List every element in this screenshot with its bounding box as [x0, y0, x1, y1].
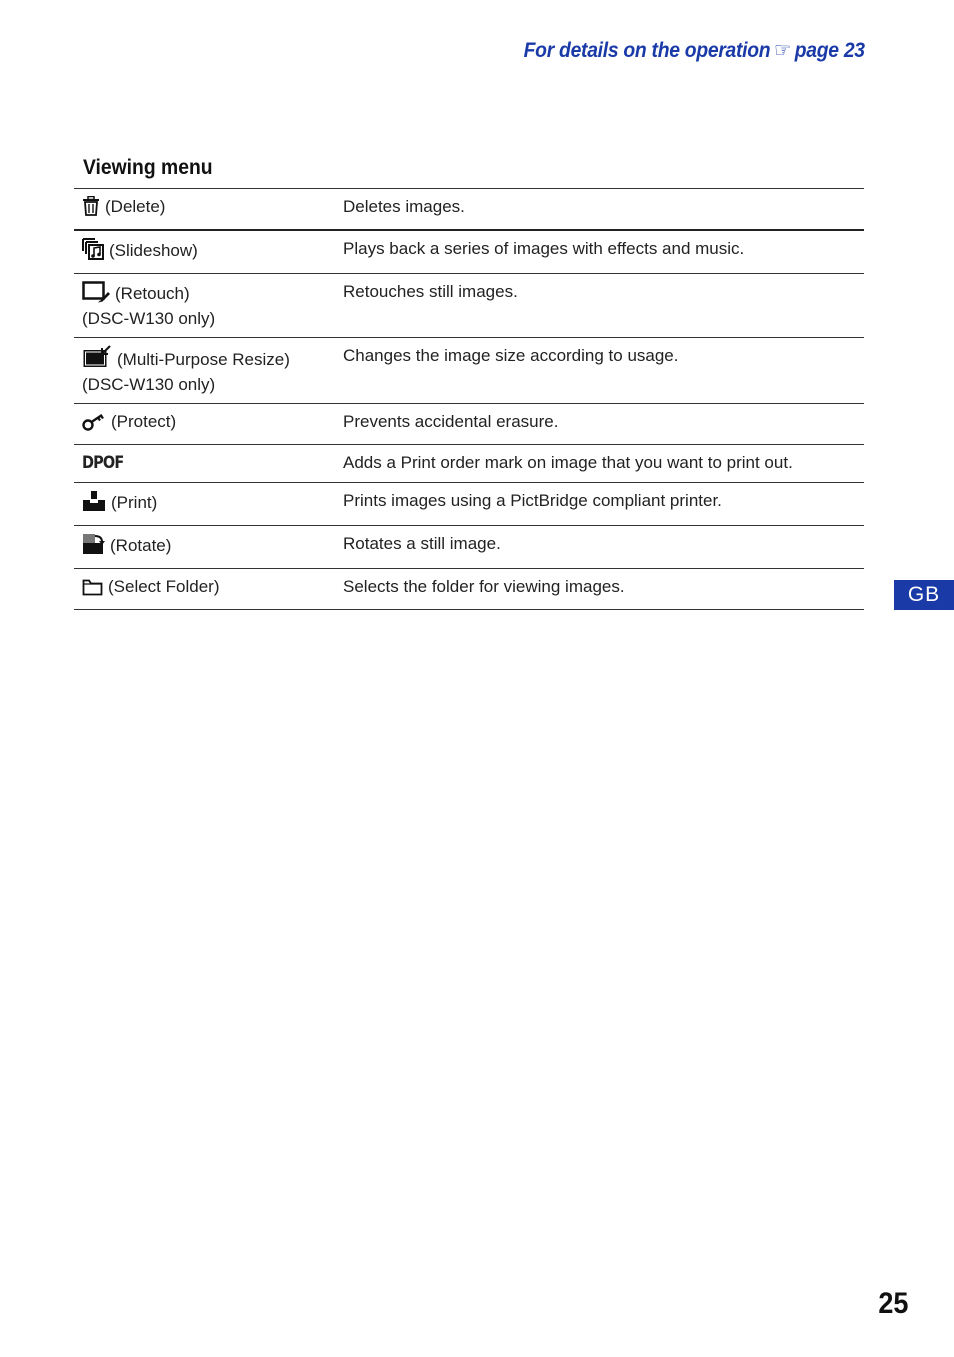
menu-item-description: Changes the image size according to usage. [343, 346, 679, 365]
pointing-hand-icon: ☞ [774, 39, 792, 62]
trash-icon [82, 196, 100, 221]
menu-item-label: (Select Folder) [108, 577, 220, 596]
header-link-page: page 23 [794, 39, 865, 62]
retouch-icon [82, 281, 110, 308]
menu-item-label: (Slideshow) [109, 241, 198, 260]
table-row [74, 445, 864, 483]
table-row [74, 230, 864, 274]
table-row [74, 338, 864, 404]
menu-item-label: (Delete) [105, 197, 166, 216]
header-link[interactable] [524, 38, 865, 63]
table-row [74, 483, 864, 526]
menu-item-description: Deletes images. [343, 197, 465, 216]
rotate-icon [82, 533, 105, 560]
menu-item-description: Selects the folder for viewing images. [343, 577, 625, 596]
section-title: Viewing menu [83, 156, 213, 179]
table-row [74, 526, 864, 569]
menu-item-label: (Rotate) [110, 536, 172, 555]
menu-item-cell [74, 338, 327, 404]
menu-item-cell [74, 274, 327, 338]
menu-item-description: Retouches still images. [343, 282, 518, 301]
menu-item-cell [74, 404, 327, 445]
viewing-menu-table [74, 188, 864, 610]
menu-item-note: (DSC-W130 only) [82, 375, 216, 394]
print-icon [82, 490, 106, 517]
dpof-icon: DPOF [82, 453, 124, 473]
menu-item-cell [74, 569, 327, 610]
key-icon [82, 413, 106, 436]
menu-item-label: (Print) [111, 493, 158, 512]
resize-icon [82, 345, 112, 374]
table-row [74, 189, 864, 231]
table-row [74, 274, 864, 338]
table-row [74, 569, 864, 610]
page-number: 25 [877, 1287, 908, 1320]
language-tab: GB [894, 580, 954, 610]
menu-item-label: (Protect) [111, 412, 177, 431]
menu-item-cell [74, 189, 327, 231]
table-row [74, 404, 864, 445]
menu-item-cell [74, 445, 327, 483]
menu-item-label: (Multi-Purpose Resize) [117, 350, 290, 369]
slideshow-icon [82, 238, 104, 265]
menu-item-description: Prevents accidental erasure. [343, 412, 559, 431]
header-link-text: For details on the operation [523, 39, 771, 62]
menu-item-cell [74, 483, 327, 526]
menu-item-description: Prints images using a PictBridge compliant printer. [343, 491, 722, 510]
menu-item-label: (Retouch) [115, 284, 190, 303]
menu-item-description: Rotates a still image. [343, 534, 501, 553]
menu-item-cell [74, 230, 327, 274]
menu-item-note: (DSC-W130 only) [82, 309, 216, 328]
menu-item-description: Adds a Print order mark on image that you want to print out. [343, 453, 793, 472]
menu-item-description: Plays back a series of images with effects and music. [343, 239, 745, 258]
menu-item-cell [74, 526, 327, 569]
folder-icon [82, 578, 103, 601]
